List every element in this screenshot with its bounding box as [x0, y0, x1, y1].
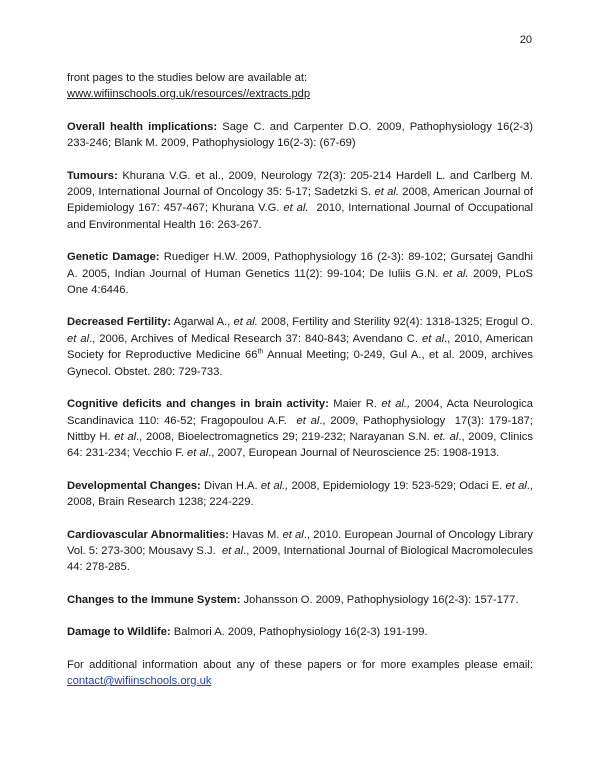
section-heading: Cardiovascular Abnormalities:: [67, 528, 229, 541]
intro-paragraph: [67, 70, 533, 103]
document-body: [67, 70, 533, 689]
reference-section: [67, 527, 533, 576]
reference-section: [67, 624, 533, 640]
section-citations: Johansson O. 2009, Pathophysiology 16(2-3): 157-177.: [240, 593, 519, 606]
section-citations: Divan H.A. et al., 2008, Epidemiology 19: 523-529; Odaci E. et al., 2008, Brain Research 1238; 224-229.: [67, 479, 533, 509]
contact-email-link[interactable]: contact@wifiinschools.org.uk: [67, 674, 212, 687]
reference-section: [67, 314, 533, 380]
reference-section: [67, 592, 533, 608]
section-heading: Changes to the Immune System:: [67, 593, 241, 606]
page-number: 20: [519, 34, 532, 46]
section-citations: Ruediger H.W. 2009, Pathophysiology 16 (2-3): 89-102; Gursatej Gandhi A. 2005, Indian Journal of Human Genetics 11(2): 99-104; De Iuliis G.N. et al. 2009, PLoS One 4:6446.: [67, 251, 533, 297]
section-heading: Genetic Damage:: [67, 251, 160, 264]
extracts-link[interactable]: www.wifiinschools.org.uk/resources//extracts.pdp: [67, 88, 311, 101]
section-citations: Balmori A. 2009, Pathophysiology 16(2-3) 191-199.: [170, 626, 428, 639]
reference-sections: [67, 119, 533, 641]
intro-text: front pages to the studies below are available at:: [67, 72, 308, 84]
section-heading: Tumours:: [67, 169, 118, 182]
reference-section: [67, 478, 533, 511]
section-heading: Cognitive deficits and changes in brain activity:: [67, 398, 329, 411]
footer-text: For additional information about any of these papers or for more examples please email:: [67, 658, 533, 671]
section-citations: Havas M. et al., 2010. European Journal of Oncology Library Vol. 5: 273-300; Mousavy S.J. et al., 2009, International Journal of Biological Macromolecules 44: 278-285.: [67, 528, 533, 574]
section-citations: Agarwal A., et al. 2008, Fertility and Sterility 92(4): 1318-1325; Erogul O. et al., 2006, Archives of Medical Research 37: 840-843; Avendano C. et al., 2010, American Society for Reproductive Medicine 66th Annual Meeting; 0-249, Gul A., et al. 2009, archives Gynecol. Obstet. 280: 729-733.: [67, 316, 534, 378]
section-citations: Sage C. and Carpenter D.O. 2009, Pathophysiology 16(2-3) 233-246; Blank M. 2009, Pathophysiology 16(2-3): (67-69): [67, 120, 533, 150]
section-heading: Overall health implications:: [67, 120, 218, 133]
section-heading: Developmental Changes:: [67, 479, 201, 492]
footer-note: [67, 657, 533, 690]
reference-section: [67, 249, 533, 298]
section-heading: Damage to Wildlife:: [67, 626, 171, 639]
reference-section: [67, 168, 533, 234]
section-heading: Decreased Fertility:: [67, 316, 171, 329]
section-citations: Maier R. et al., 2004, Acta Neurologica Scandinavica 110: 46-52; Fragopoulou A.F. et al., 2009, Pathophysiology 17(3): 179-187; Nittby H. et al., 2008, Bioelectromagnetics 29; 219-232; Narayanan S.N. et. al., 2009, Clinics 64: 231-234; Vecchio F. et al., 2007, European Journal of Neuroscience 25: 1908-1913.: [67, 398, 533, 460]
reference-section: [67, 119, 533, 152]
section-citations: Khurana V.G. et al., 2009, Neurology 72(3): 205-214 Hardell L. and Carlberg M. 2009, International Journal of Oncology 35: 5-17; Sadetzki S. et al. 2008, American Journal of Epidemiology 167: 457-467; Khurana V.G. et al. 2010, International Journal of Occupational and Environmental Health 16: 263-267.: [67, 169, 534, 231]
reference-section: [67, 396, 533, 462]
